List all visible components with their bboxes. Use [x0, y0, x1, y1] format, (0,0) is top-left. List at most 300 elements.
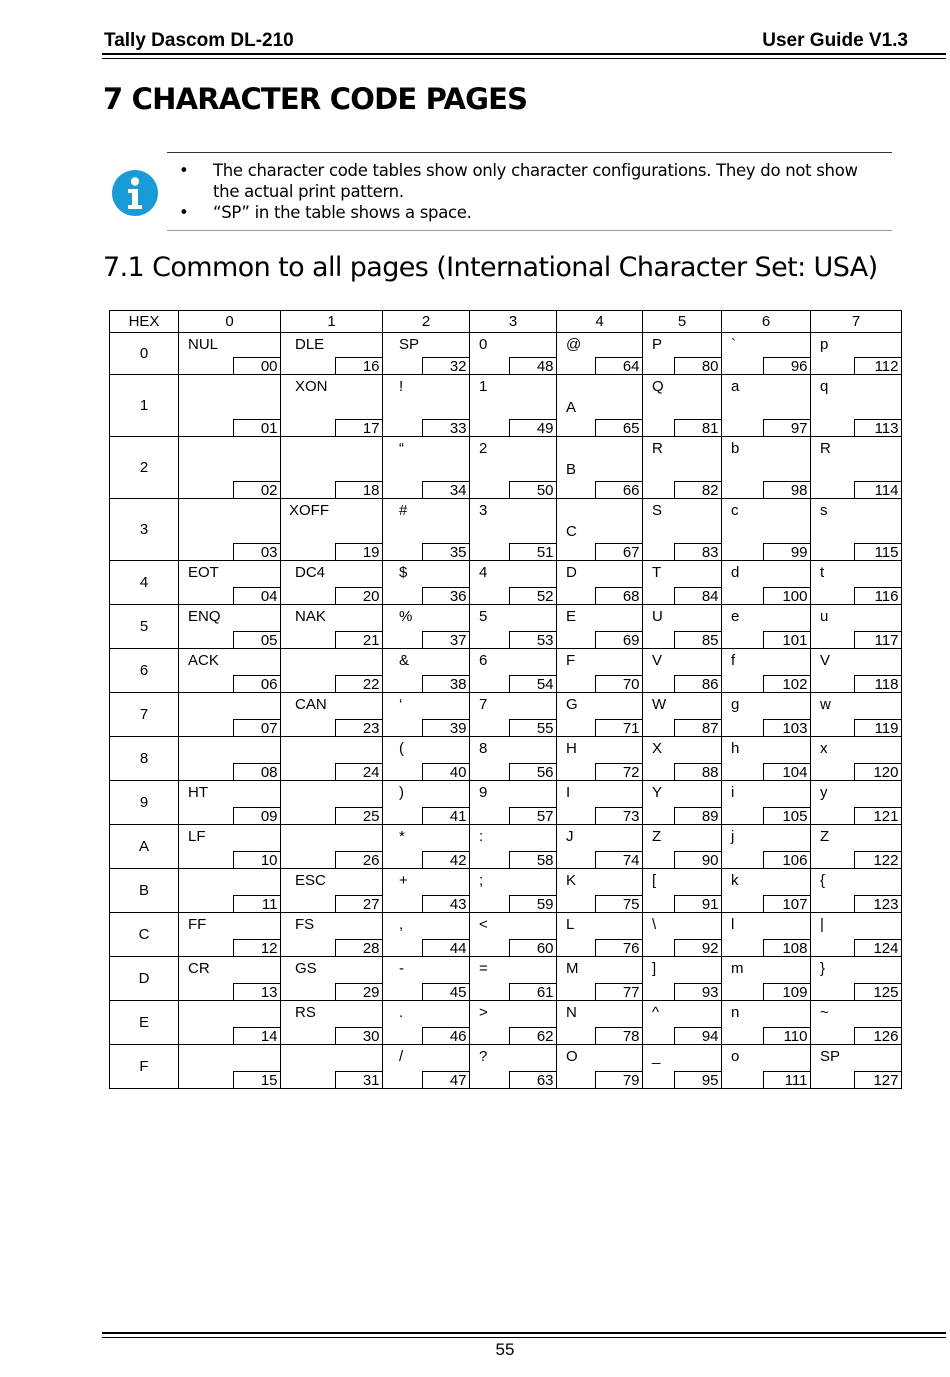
character-glyph: NAK — [295, 608, 326, 625]
decimal-code: 25 — [335, 807, 383, 825]
code-cell — [643, 1045, 722, 1089]
code-cell — [811, 693, 902, 737]
decimal-code: 96 — [763, 357, 811, 375]
decimal-code: 114 — [854, 481, 902, 499]
character-glyph: w — [820, 696, 831, 713]
code-cell — [383, 375, 470, 437]
decimal-code: 60 — [509, 939, 557, 957]
decimal-code: 69 — [595, 631, 643, 649]
decimal-code: 02 — [233, 481, 281, 499]
decimal-code: 73 — [595, 807, 643, 825]
character-glyph: I — [566, 784, 571, 801]
character-glyph: = — [479, 960, 488, 977]
decimal-code: 127 — [854, 1071, 902, 1089]
table-row — [110, 605, 902, 649]
character-glyph: _ — [652, 1048, 661, 1065]
character-glyph: ^ — [652, 1004, 660, 1021]
character-glyph: % — [399, 608, 413, 625]
character-glyph: 0 — [479, 336, 488, 353]
row-hex: F — [110, 1045, 179, 1089]
character-glyph: ENQ — [188, 608, 221, 625]
character-glyph: Y — [652, 784, 663, 801]
character-glyph: EOT — [188, 564, 219, 581]
decimal-code: 122 — [854, 851, 902, 869]
decimal-code: 74 — [595, 851, 643, 869]
code-cell — [811, 605, 902, 649]
code-cell — [557, 375, 643, 437]
table-row — [110, 561, 902, 605]
character-glyph: D — [566, 564, 577, 581]
code-cell — [811, 957, 902, 1001]
note-item: • “SP” in the table shows a space. — [179, 203, 472, 222]
header-rule — [102, 53, 946, 59]
decimal-code: 15 — [233, 1071, 281, 1089]
code-cell — [643, 561, 722, 605]
character-glyph: G — [566, 696, 578, 713]
column-header-3: 3 — [470, 311, 557, 333]
code-cell — [281, 825, 383, 869]
decimal-code: 31 — [335, 1071, 383, 1089]
decimal-code: 23 — [335, 719, 383, 737]
character-glyph: NUL — [188, 336, 219, 353]
code-cell — [470, 781, 557, 825]
character-glyph: 4 — [479, 564, 488, 581]
decimal-code: 07 — [233, 719, 281, 737]
code-cell — [179, 957, 281, 1001]
decimal-code: 87 — [674, 719, 722, 737]
decimal-code: 64 — [595, 357, 643, 375]
character-glyph: d — [731, 564, 740, 581]
code-cell — [383, 1001, 470, 1045]
code-cell — [643, 333, 722, 375]
code-cell — [470, 737, 557, 781]
decimal-code: 13 — [233, 983, 281, 1001]
table-row — [110, 869, 902, 913]
code-cell — [179, 693, 281, 737]
character-glyph: XOFF — [289, 502, 329, 519]
character-glyph: CAN — [295, 696, 327, 713]
code-cell — [811, 825, 902, 869]
character-glyph: K — [566, 872, 577, 889]
code-cell — [281, 375, 383, 437]
character-glyph: SP — [820, 1048, 841, 1065]
code-cell — [722, 781, 811, 825]
character-glyph: # — [399, 502, 408, 519]
decimal-code: 41 — [422, 807, 470, 825]
decimal-code: 44 — [422, 939, 470, 957]
code-cell — [470, 375, 557, 437]
character-glyph: ; — [479, 872, 484, 889]
code-cell — [722, 499, 811, 561]
code-cell — [811, 737, 902, 781]
code-cell — [811, 437, 902, 499]
code-cell — [383, 437, 470, 499]
section-title: 7.1 Common to all pages (International Character Set: USA) — [103, 252, 878, 283]
code-cell — [722, 957, 811, 1001]
decimal-code: 108 — [763, 939, 811, 957]
character-glyph: S — [652, 502, 663, 519]
code-cell — [722, 561, 811, 605]
code-cell — [281, 957, 383, 1001]
decimal-code: 95 — [674, 1071, 722, 1089]
code-cell — [179, 1045, 281, 1089]
decimal-code: 57 — [509, 807, 557, 825]
decimal-code: 30 — [335, 1027, 383, 1045]
decimal-code: 126 — [854, 1027, 902, 1045]
code-cell — [643, 869, 722, 913]
table-row — [110, 1045, 902, 1089]
table-row — [110, 375, 902, 437]
character-glyph: E — [566, 608, 577, 625]
decimal-code: 102 — [763, 675, 811, 693]
code-cell — [383, 605, 470, 649]
decimal-code: 29 — [335, 983, 383, 1001]
code-cell — [722, 825, 811, 869]
decimal-code: 40 — [422, 763, 470, 781]
code-cell — [722, 869, 811, 913]
code-cell — [557, 1045, 643, 1089]
character-glyph: [ — [652, 872, 657, 889]
character-glyph: f — [731, 652, 736, 669]
decimal-code: 100 — [763, 587, 811, 605]
character-glyph: \ — [652, 916, 657, 933]
decimal-code: 94 — [674, 1027, 722, 1045]
character-glyph: s — [820, 502, 828, 519]
decimal-code: 113 — [854, 419, 902, 437]
decimal-code: 55 — [509, 719, 557, 737]
decimal-code: 20 — [335, 587, 383, 605]
decimal-code: 43 — [422, 895, 470, 913]
decimal-code: 04 — [233, 587, 281, 605]
decimal-code: 56 — [509, 763, 557, 781]
row-hex: 4 — [110, 561, 179, 605]
character-glyph: ` — [731, 336, 736, 353]
decimal-code: 65 — [595, 419, 643, 437]
character-glyph: . — [399, 1004, 404, 1021]
decimal-code: 39 — [422, 719, 470, 737]
code-cell — [557, 693, 643, 737]
decimal-code: 67 — [595, 543, 643, 561]
header-product: Tally Dascom DL-210 — [104, 30, 294, 51]
decimal-code: 98 — [763, 481, 811, 499]
row-hex: 1 — [110, 375, 179, 437]
code-cell — [179, 333, 281, 375]
character-glyph: CR — [188, 960, 210, 977]
code-cell — [281, 649, 383, 693]
character-glyph: A — [566, 399, 577, 416]
code-cell — [722, 649, 811, 693]
decimal-code: 116 — [854, 587, 902, 605]
table-row — [110, 737, 902, 781]
info-icon — [112, 170, 158, 216]
decimal-code: 14 — [233, 1027, 281, 1045]
code-cell — [643, 649, 722, 693]
character-glyph: RS — [295, 1004, 316, 1021]
decimal-code: 110 — [763, 1027, 811, 1045]
decimal-code: 68 — [595, 587, 643, 605]
code-cell — [722, 1045, 811, 1089]
character-glyph: j — [731, 828, 735, 845]
decimal-code: 51 — [509, 543, 557, 561]
decimal-code: 24 — [335, 763, 383, 781]
decimal-code: 37 — [422, 631, 470, 649]
code-cell — [811, 649, 902, 693]
code-cell — [557, 869, 643, 913]
code-cell — [643, 437, 722, 499]
decimal-code: 33 — [422, 419, 470, 437]
code-cell — [643, 375, 722, 437]
character-glyph: p — [820, 336, 829, 353]
code-cell — [557, 437, 643, 499]
code-cell — [179, 437, 281, 499]
code-cell — [811, 499, 902, 561]
character-glyph: LF — [188, 828, 206, 845]
decimal-code: 121 — [854, 807, 902, 825]
character-glyph: + — [399, 872, 408, 889]
decimal-code: 109 — [763, 983, 811, 1001]
code-cell — [557, 605, 643, 649]
code-cell — [811, 1045, 902, 1089]
column-header-4: 4 — [557, 311, 643, 333]
decimal-code: 89 — [674, 807, 722, 825]
decimal-code: 46 — [422, 1027, 470, 1045]
code-cell — [811, 869, 902, 913]
table-row — [110, 1001, 902, 1045]
code-cell — [281, 499, 383, 561]
decimal-code: 84 — [674, 587, 722, 605]
decimal-code: 47 — [422, 1071, 470, 1089]
character-glyph: N — [566, 1004, 577, 1021]
character-glyph: , — [399, 916, 404, 933]
character-glyph: X — [652, 740, 663, 757]
character-glyph: F — [566, 652, 576, 669]
code-cell — [557, 957, 643, 1001]
decimal-code: 06 — [233, 675, 281, 693]
decimal-code: 103 — [763, 719, 811, 737]
code-cell — [722, 437, 811, 499]
character-glyph: : — [479, 828, 484, 845]
footer-rule — [102, 1332, 946, 1338]
code-cell — [281, 561, 383, 605]
code-cell — [811, 913, 902, 957]
code-cell — [557, 825, 643, 869]
page-header — [104, 28, 908, 52]
decimal-code: 28 — [335, 939, 383, 957]
decimal-code: 75 — [595, 895, 643, 913]
code-cell — [281, 605, 383, 649]
character-glyph: 8 — [479, 740, 488, 757]
code-cell — [557, 333, 643, 375]
character-glyph: DLE — [295, 336, 325, 353]
character-glyph: g — [731, 696, 740, 713]
character-glyph: c — [731, 502, 739, 519]
row-hex: 2 — [110, 437, 179, 499]
code-cell — [811, 333, 902, 375]
character-glyph: DC4 — [295, 564, 326, 581]
code-cell — [281, 913, 383, 957]
code-cell — [643, 737, 722, 781]
character-glyph: J — [566, 828, 574, 845]
character-glyph: / — [399, 1048, 404, 1065]
code-cell — [722, 605, 811, 649]
character-glyph: b — [731, 440, 740, 457]
character-glyph: P — [652, 336, 663, 353]
character-glyph: GS — [295, 960, 317, 977]
decimal-code: 117 — [854, 631, 902, 649]
character-glyph: > — [479, 1004, 488, 1021]
decimal-code: 09 — [233, 807, 281, 825]
code-cell — [470, 693, 557, 737]
decimal-code: 83 — [674, 543, 722, 561]
code-cell — [470, 649, 557, 693]
decimal-code: 62 — [509, 1027, 557, 1045]
row-hex: 3 — [110, 499, 179, 561]
code-cell — [179, 649, 281, 693]
character-glyph: C — [566, 523, 577, 540]
decimal-code: 49 — [509, 419, 557, 437]
code-cell — [281, 693, 383, 737]
code-cell — [557, 499, 643, 561]
code-cell — [383, 957, 470, 1001]
code-cell — [470, 913, 557, 957]
decimal-code: 35 — [422, 543, 470, 561]
decimal-code: 18 — [335, 481, 383, 499]
decimal-code: 34 — [422, 481, 470, 499]
character-glyph: 5 — [479, 608, 488, 625]
table-row — [110, 499, 902, 561]
code-cell — [383, 737, 470, 781]
decimal-code: 118 — [854, 675, 902, 693]
decimal-code: 78 — [595, 1027, 643, 1045]
decimal-code: 11 — [233, 895, 281, 913]
code-cell — [281, 781, 383, 825]
code-cell — [383, 561, 470, 605]
decimal-code: 17 — [335, 419, 383, 437]
code-cell — [470, 499, 557, 561]
decimal-code: 00 — [233, 357, 281, 375]
decimal-code: 38 — [422, 675, 470, 693]
decimal-code: 112 — [854, 357, 902, 375]
code-cell — [557, 649, 643, 693]
decimal-code: 76 — [595, 939, 643, 957]
character-glyph: FF — [188, 916, 207, 933]
row-hex: 9 — [110, 781, 179, 825]
table-row — [110, 437, 902, 499]
decimal-code: 12 — [233, 939, 281, 957]
row-hex: 8 — [110, 737, 179, 781]
character-glyph: L — [566, 916, 575, 933]
code-cell — [383, 649, 470, 693]
character-glyph: V — [652, 652, 663, 669]
decimal-code: 45 — [422, 983, 470, 1001]
code-cell — [179, 605, 281, 649]
code-cell — [281, 437, 383, 499]
character-glyph: XON — [295, 378, 328, 395]
code-cell — [643, 781, 722, 825]
row-hex: B — [110, 869, 179, 913]
note-item: • The character code tables show only character configurations. They do not show the actual print pattern. — [179, 161, 858, 201]
decimal-code: 120 — [854, 763, 902, 781]
decimal-code: 125 — [854, 983, 902, 1001]
decimal-code: 53 — [509, 631, 557, 649]
character-glyph: < — [479, 916, 488, 933]
decimal-code: 22 — [335, 675, 383, 693]
decimal-code: 03 — [233, 543, 281, 561]
character-glyph: - — [399, 960, 404, 977]
code-cell — [722, 333, 811, 375]
decimal-code: 79 — [595, 1071, 643, 1089]
character-glyph: ~ — [820, 1004, 829, 1021]
code-cell — [179, 375, 281, 437]
decimal-code: 01 — [233, 419, 281, 437]
decimal-code: 104 — [763, 763, 811, 781]
decimal-code: 99 — [763, 543, 811, 561]
code-cell — [722, 913, 811, 957]
decimal-code: 77 — [595, 983, 643, 1001]
decimal-code: 50 — [509, 481, 557, 499]
row-hex: 7 — [110, 693, 179, 737]
character-glyph: Z — [820, 828, 830, 845]
code-cell — [179, 499, 281, 561]
character-glyph: SP — [399, 336, 420, 353]
decimal-code: 85 — [674, 631, 722, 649]
decimal-code: 92 — [674, 939, 722, 957]
page-number: 55 — [495, 1340, 515, 1359]
row-hex: E — [110, 1001, 179, 1045]
decimal-code: 08 — [233, 763, 281, 781]
decimal-code: 63 — [509, 1071, 557, 1089]
decimal-code: 97 — [763, 419, 811, 437]
character-glyph: i — [731, 784, 735, 801]
header-guide-version: User Guide V1.3 — [762, 30, 908, 51]
code-cell — [179, 737, 281, 781]
code-cell — [643, 913, 722, 957]
decimal-code: 48 — [509, 357, 557, 375]
decimal-code: 119 — [854, 719, 902, 737]
character-glyph: ! — [399, 378, 404, 395]
code-cell — [643, 957, 722, 1001]
character-glyph: } — [820, 960, 826, 977]
character-glyph: Z — [652, 828, 662, 845]
code-cell — [470, 605, 557, 649]
character-glyph: O — [566, 1048, 578, 1065]
code-cell — [811, 781, 902, 825]
character-glyph: * — [399, 828, 405, 845]
column-header-0: 0 — [179, 311, 281, 333]
decimal-code: 59 — [509, 895, 557, 913]
code-cell — [643, 693, 722, 737]
decimal-code: 101 — [763, 631, 811, 649]
character-glyph: 2 — [479, 440, 488, 457]
code-cell — [722, 1001, 811, 1045]
column-header-1: 1 — [281, 311, 383, 333]
decimal-code: 58 — [509, 851, 557, 869]
column-header-7: 7 — [811, 311, 902, 333]
decimal-code: 91 — [674, 895, 722, 913]
decimal-code: 05 — [233, 631, 281, 649]
character-glyph: 3 — [479, 502, 488, 519]
row-hex: D — [110, 957, 179, 1001]
character-glyph: 7 — [479, 696, 488, 713]
decimal-code: 115 — [854, 543, 902, 561]
code-cell — [383, 499, 470, 561]
column-header-6: 6 — [722, 311, 811, 333]
decimal-code: 26 — [335, 851, 383, 869]
note-box — [167, 152, 892, 231]
character-glyph: @ — [566, 336, 582, 353]
table-header-row — [110, 311, 902, 333]
code-cell — [811, 561, 902, 605]
